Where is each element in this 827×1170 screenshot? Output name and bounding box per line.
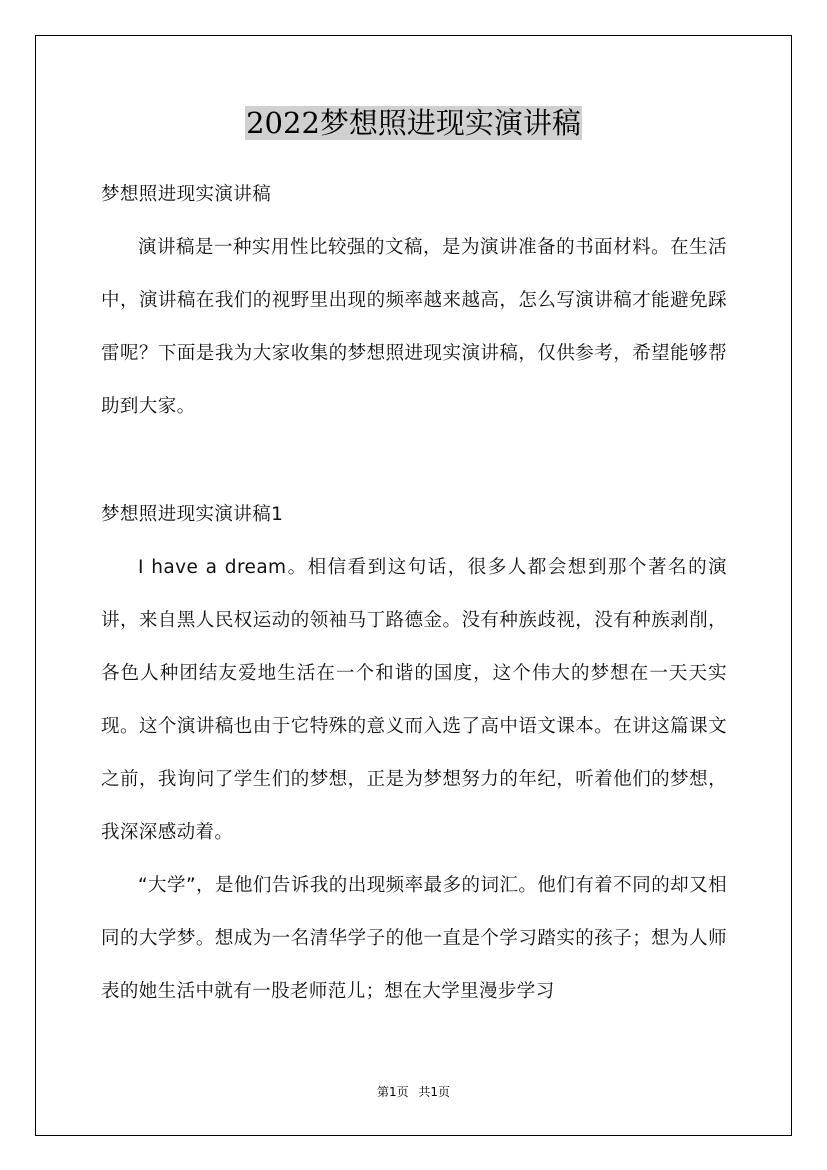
- document-body: [101, 176, 727, 1018]
- section-paragraph-1: I have a dream。相信看到这句话，很多人都会想到那个著名的演讲，来自黑人民权运动的领袖马丁路德金。没有种族歧视，没有种族剥削，各色人种团结友爱地生活在一个和谐的国度，这个伟大的梦想在一天天实现。这个演讲稿也由于它特殊的意义而入选了高中语文课本。在讲这篇课文之前，我询问了学生们的梦想，正是为梦想努力的年纪，听着他们的梦想，我深深感动着。: [101, 557, 727, 843]
- document-title: [0, 103, 827, 143]
- document-title-text: 2022梦想照进现实演讲稿: [246, 106, 581, 140]
- intro-paragraph: 演讲稿是一种实用性比较强的文稿，是为演讲准备的书面材料。在生活中，演讲稿在我们的视野里出现的频率越来越高，怎么写演讲稿才能避免踩雷呢？下面是我为大家收集的梦想照进现实演讲稿，仅供参考，希望能够帮助到大家。: [101, 237, 727, 417]
- subtitle: 梦想照进现实演讲稿: [101, 184, 272, 205]
- page-footer: [0, 1083, 827, 1100]
- page-number: 第1页: [376, 1085, 409, 1099]
- section-heading: 梦想照进现实演讲稿1: [101, 504, 284, 525]
- section-paragraph-2: “大学”，是他们告诉我的出现频率最多的词汇。他们有着不同的却又相同的大学梦。想成为一名清华学子的他一直是个学习踏实的孩子；想为人师表的她生活中就有一股老师范儿；想在大学里漫步学习: [101, 875, 727, 1002]
- page-total: 共1页: [418, 1085, 451, 1099]
